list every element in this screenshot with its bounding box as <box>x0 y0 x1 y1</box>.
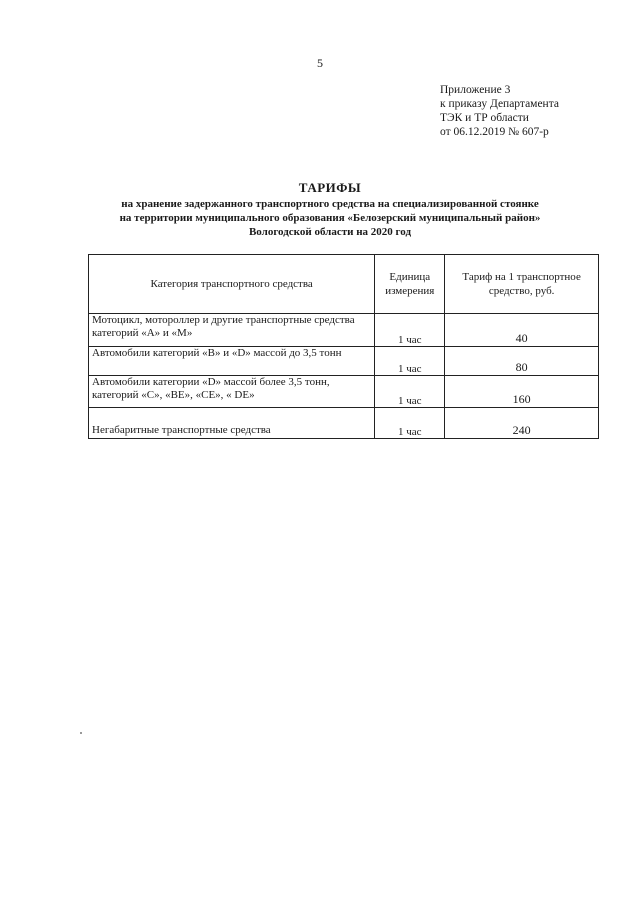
cell-tariff: 40 <box>445 314 599 347</box>
table-row <box>89 347 599 376</box>
header-category: Категория транспортного средства <box>89 255 375 314</box>
cell-unit: 1 час <box>375 408 445 439</box>
cell-tariff: 160 <box>445 376 599 408</box>
tariff-table <box>88 254 599 439</box>
appendix-reference <box>440 83 620 139</box>
appendix-line: Приложение 3 <box>440 84 511 96</box>
appendix-line: от 06.12.2019 № 607-р <box>440 126 549 138</box>
title-subtitle-line: на хранение задержанного транспортного средства на специализированной стоянке <box>121 198 539 210</box>
title-main: ТАРИФЫ <box>298 180 362 195</box>
cell-category: Негабаритные транспортные средства <box>89 408 375 439</box>
appendix-line: к приказу Департамента <box>440 98 559 110</box>
cell-category: Автомобили категории «D» массой более 3,5 тонн, категорий «С», «ВЕ», «СЕ», « DE» <box>89 376 375 408</box>
header-tariff: Тариф на 1 транспортное средство, руб. <box>445 255 599 314</box>
title-subtitle-line: на территории муниципального образования «Белозерский муниципальный район» <box>119 212 541 224</box>
cell-tariff: 80 <box>445 347 599 376</box>
cell-category: Мотоцикл, мотороллер и другие транспортные средства категорий «А» и «М» <box>89 314 375 347</box>
table-row <box>89 408 599 439</box>
table-row <box>89 314 599 347</box>
page-number: 5 <box>317 56 323 70</box>
appendix-line: ТЭК и ТР области <box>440 112 529 124</box>
header-unit: Единица измерения <box>375 255 445 314</box>
cell-unit: 1 час <box>375 314 445 347</box>
document-title <box>60 180 600 239</box>
cell-tariff: 240 <box>445 408 599 439</box>
cell-unit: 1 час <box>375 347 445 376</box>
table-header-row <box>89 255 599 314</box>
title-subtitle-line: Вологодской области на 2020 год <box>248 226 412 238</box>
table-row <box>89 376 599 408</box>
scan-artifact <box>80 732 82 734</box>
cell-category: Автомобили категорий «В» и «D» массой до 3,5 тонн <box>89 347 375 376</box>
cell-unit: 1 час <box>375 376 445 408</box>
